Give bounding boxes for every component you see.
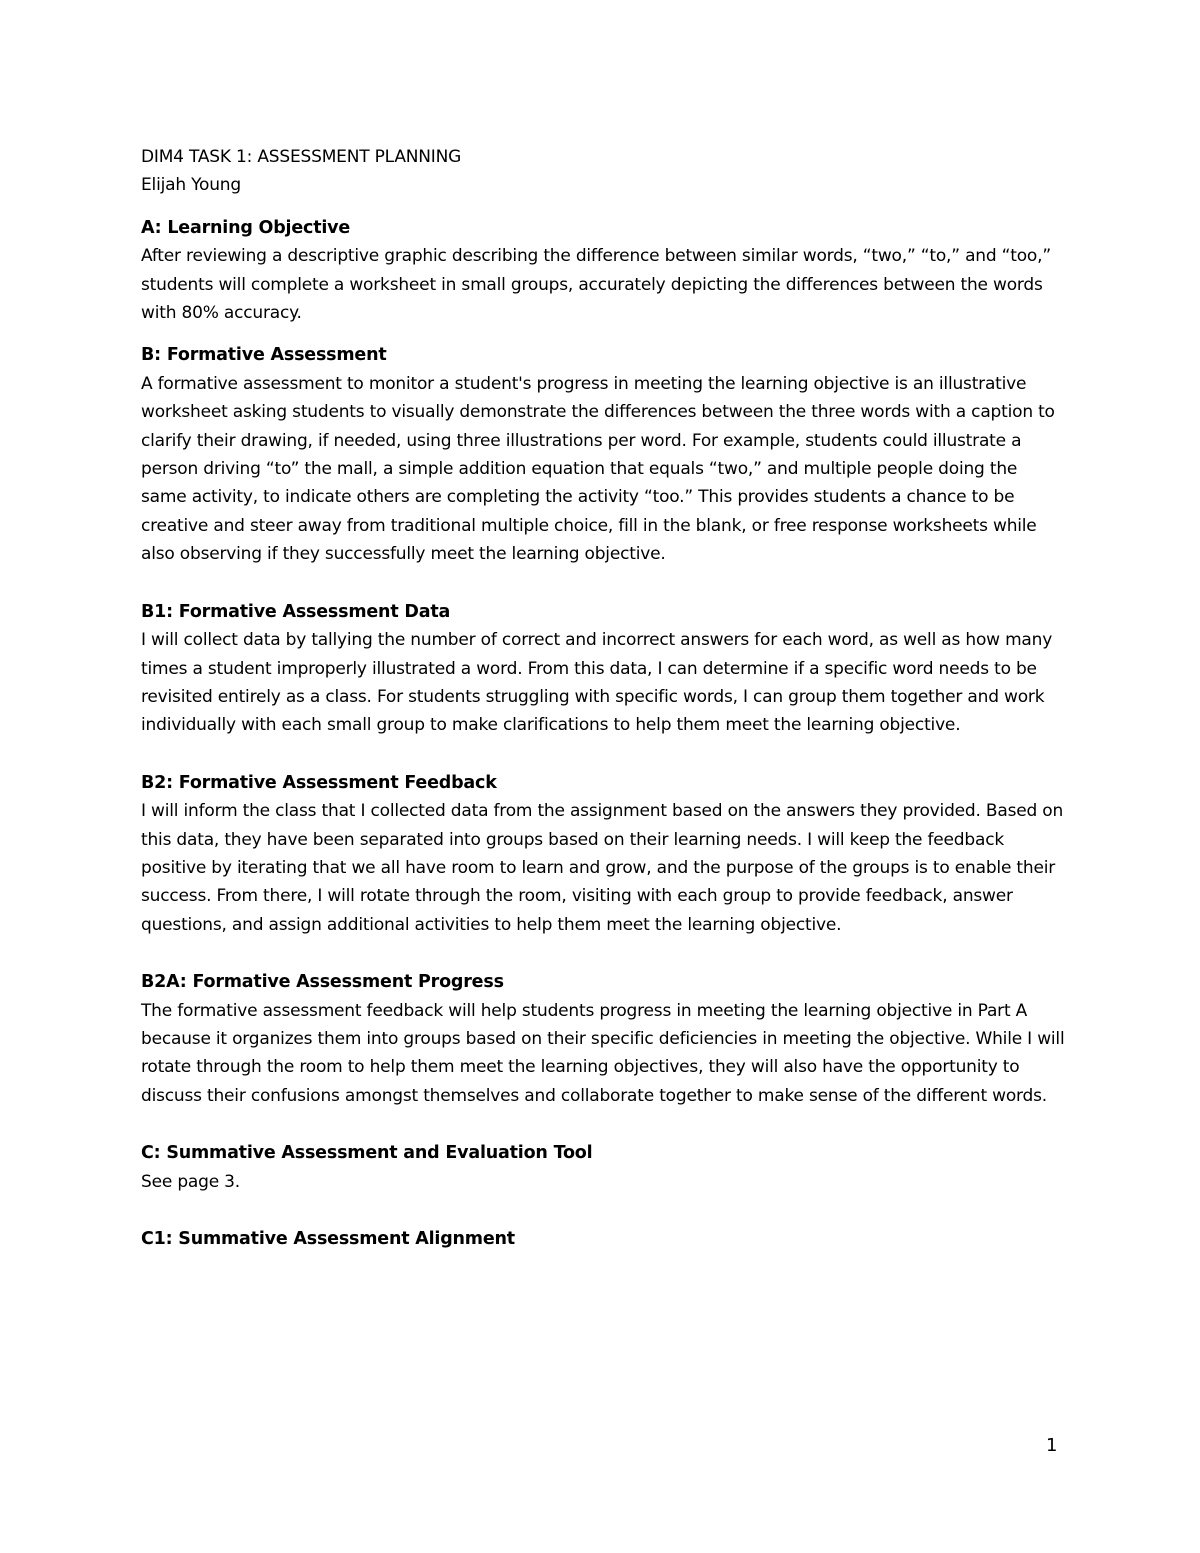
section-body: A formative assessment to monitor a student's progress in meeting the learning objective is an illustrative worksheet asking students to visually demonstrate the differences between the three words with a caption to clarify their drawing, if needed, using three illustrations per word. For example, students could illustrate a person driving “to” the mall, a simple addition equation that equals “two,” and multiple people doing the same activity, to indicate others are completing the activity “too.” This provides students a chance to be creative and steer away from traditional multiple choice, fill in the blank, or free response worksheets while also observing if they successfully meet the learning objective. (141, 373, 1055, 565)
section-body: I will inform the class that I collected data from the assignment based on the answers they provided. Based on this data, they have been separated into groups based on their learning needs. I will keep the feedback positive by iterating that we all have room to learn and grow, and the purpose of the groups is to enable their success. From there, I will rotate through the room, visiting with each group to provide feedback, answer questions, and assign additional activities to help them meet the learning objective. (141, 801, 1064, 935)
section-summative-assessment (141, 1139, 1066, 1196)
page-number: 1 (1046, 1435, 1058, 1456)
section-body: See page 3. (141, 1171, 240, 1192)
section-heading: A: Learning Objective (141, 217, 351, 238)
section-heading: B: Formative Assessment (141, 345, 387, 366)
section-heading: C: Summative Assessment and Evaluation Tool (141, 1143, 593, 1164)
section-heading: B2A: Formative Assessment Progress (141, 972, 504, 993)
section-summative-alignment (141, 1225, 1066, 1253)
section-body: The formative assessment feedback will help students progress in meeting the learning objective in Part A because it organizes them into groups based on their specific deficiencies in meeting the objective. While I will rotate through the room to help them meet the learning objectives, they will also have the opportunity to discuss their confusions amongst themselves and collaborate together to make sense of the different words. (141, 1000, 1065, 1106)
document-content (141, 143, 1066, 1253)
document-title: DIM4 TASK 1: ASSESSMENT PLANNING (141, 147, 462, 167)
section-heading: B1: Formative Assessment Data (141, 601, 451, 622)
section-learning-objective (141, 214, 1066, 328)
section-formative-assessment-progress (141, 968, 1066, 1110)
section-formative-assessment-data (141, 598, 1066, 740)
document-author: Elijah Young (141, 175, 241, 196)
section-body: I will collect data by tallying the number of correct and incorrect answers for each word, as well as how many times a student improperly illustrated a word. From this data, I can determine if a specific word needs to be revisited entirely as a class. For students struggling with specific words, I can group them together and work individually with each small group to make clarifications to help them meet the learning objective. (141, 630, 1053, 736)
section-heading: C1: Summative Assessment Alignment (141, 1229, 515, 1249)
section-formative-assessment (141, 341, 1066, 568)
section-heading: B2: Formative Assessment Feedback (141, 772, 497, 793)
section-body: After reviewing a descriptive graphic describing the difference between similar words, “two,” “to,” and “too,” students will complete a worksheet in small groups, accurately depicting the differences between the words with 80% accuracy. (141, 246, 1051, 324)
section-formative-assessment-feedback (141, 769, 1066, 939)
